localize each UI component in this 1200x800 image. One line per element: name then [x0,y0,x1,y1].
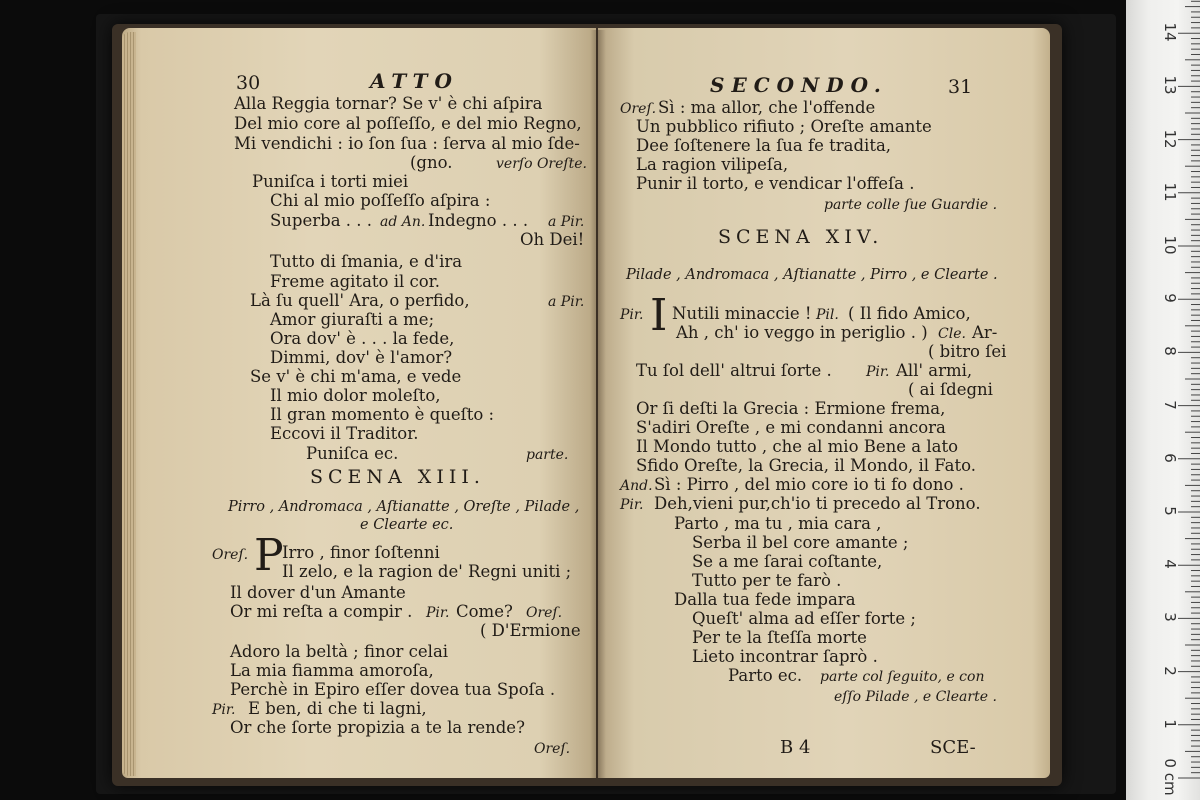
stage-direction: parte. [526,447,569,463]
ruler-label: 5 [1161,506,1179,516]
text-line: Dee ſoſtenere la ſua fe tradita, [636,136,892,155]
character-list: Pirro , Andromaca , Aſtianatte , Oreſte , Pilade , [228,499,580,515]
text-line: ( bitro ſei [928,342,1007,361]
ruler-label: 0 cm [1161,758,1179,796]
text-line: Irro , finor ſoſtenni [282,543,440,562]
speaker-label: Oreſ. [212,547,249,563]
text-line: Dimmi, dov' è l'amor? [270,348,453,367]
text-line: Se a me ſarai coſtante, [692,552,883,571]
page-number-right: 31 [948,76,973,98]
text-line: E ben, di che ti lagni, [248,699,427,718]
text-line: Parto , ma tu , mia cara , [674,514,882,533]
stage-direction: parte colle ſue Guardie . [824,197,998,213]
text-line: Come? [456,602,513,621]
text-line: ( ai ſdegni [908,380,993,399]
text-line: Adoro la beltà ; finor celai [230,642,449,661]
text-line: Indegno . . . [428,211,529,230]
ruler-label: 4 [1161,559,1179,569]
speaker-label: Oreſ. [526,605,563,621]
text-line: Puniſca ec. [306,444,399,463]
text-line: Deh,vieni pur,ch'io ti precedo al Trono. [654,494,981,513]
text-line: Il zelo, e la ragion de' Regni uniti ; [282,562,572,581]
ruler-label: 13 [1161,75,1179,95]
text-line: Puniſca i torti miei [252,172,409,191]
stage-direction: parte col ſeguito, e con [820,669,985,685]
speaker-label: Pir. [866,364,890,380]
page-number-left: 30 [236,72,261,94]
text-line: Amor giuraſti a me; [270,310,435,329]
text-line: Serba il bel core amante ; [692,533,909,552]
ruler-label: 6 [1161,453,1179,463]
book-gutter [590,30,606,778]
drop-cap: I [650,290,668,341]
stage-direction: eſſo Pilade , e Clearte . [834,689,997,705]
ruler-label: 12 [1161,129,1179,149]
text-line: Il Mondo tutto , che al mio Bene a lato [636,437,959,456]
text-line: Perchè in Epiro eſſer dovea tua Spoſa . [230,680,556,699]
character-list: e Clearte ec. [360,517,454,533]
text-line: All' armi, [896,361,973,380]
text-line: Parto ec. [728,666,803,685]
running-head-left: ATTO [370,69,459,93]
ruler-label: 8 [1161,346,1179,357]
text-line: Il mio dolor moleſto, [270,386,441,405]
speaker-label: Pir. [426,605,450,621]
text-line: La ragion vilipeſa, [636,155,789,174]
scene-title: SCENA XIV. [718,226,884,248]
text-line: Nutili minaccie ! [672,304,812,323]
speaker-label: Cle. [938,326,966,342]
text-line: Superba . . . [270,211,373,230]
ruler-label: 9 [1161,293,1179,303]
left-page [122,28,596,778]
text-line: Chi al mio poſſeſſo aſpira : [270,191,491,210]
scene-title: SCENA XIII. [310,466,485,488]
text-line: (gno. [410,153,453,172]
text-line: Sfido Oreſte, la Grecia, il Mondo, il Fato. [636,456,976,475]
page-edges [122,32,136,776]
text-line: Del mio core al poſſeſſo, e del mio Regno, [234,114,582,133]
ruler-label: 1 [1161,719,1179,729]
signature-mark: B 4 [780,737,811,758]
stage-direction: ad An. [380,214,426,230]
text-line: Oh Dei! [520,230,585,249]
ruler-label: 7 [1161,399,1179,410]
text-line: Mi vendichi : io ſon ſua : ſerva al mio ſde- [234,134,580,153]
stage-direction: a Pir. [548,294,585,310]
text-line: Se v' è chi m'ama, e vede [250,367,462,386]
text-line: Tu ſol dell' altrui ſorte . [636,361,832,380]
text-line: La mia fiamma amoroſa, [230,661,434,680]
stage-direction: verſo Oreſte. [496,156,587,172]
ruler-label: 11 [1161,182,1179,202]
text-line: Per te la ſteſſa morte [692,628,867,647]
text-line: Là ſu quell' Ara, o perfido, [250,291,470,310]
text-line: S'adiri Oreſte , e mi condanni ancora [636,418,946,437]
text-line: Un pubblico rifiuto ; Oreſte amante [636,117,932,136]
text-line: Lieto incontrar ſaprò . [692,647,878,666]
ruler-label: 10 [1161,235,1179,255]
text-line: Or che ſorte propizia a te la rende? [230,718,525,737]
stage-direction: a Pir. [548,214,585,230]
text-line: Alla Reggia tornar? Se v' è chi aſpira [234,94,543,113]
text-line: Sì : Pirro , del mio core io ti fo dono . [654,475,964,494]
text-line: Tutto di ſmania, e d'ira [270,252,463,271]
text-line: Sì : ma allor, che l'offende [658,98,876,117]
ruler-label: 3 [1161,612,1179,623]
speaker-label: Pil. [816,307,839,323]
text-line: Tutto per te farò . [692,571,842,590]
text-line: Or mi reſta a compir . [230,602,413,621]
text-line: Punir il torto, e vendicar l'offeſa . [636,174,915,193]
ruler-label: 14 [1161,22,1179,42]
text-line: Or ſi deſti la Grecia : Ermione frema, [636,399,946,418]
speaker-label: Pir. [212,702,236,718]
catchword: Oreſ. [534,741,571,757]
text-line: Ora dov' è . . . la fede, [270,329,455,348]
text-line: ( D'Ermione [480,621,581,640]
right-page [598,28,1050,778]
ruler-label: 2 [1161,665,1179,676]
speaker-label: Pir. [620,497,644,513]
text-line: Il gran momento è queſto : [270,405,495,424]
character-list: Pilade , Andromaca , Aſtianatte , Pirro , e Clearte . [626,267,998,283]
text-line: Il dover d'un Amante [230,583,406,602]
drop-cap: P [254,530,284,581]
running-head-right: SECONDO. [710,73,888,97]
text-line: Eccovi il Traditor. [270,424,419,443]
text-line: Ar- [972,323,998,342]
text-line: Freme agitato il cor. [270,272,441,291]
catchword: SCE- [930,737,976,758]
speaker-label: Pir. [620,307,644,323]
text-line: Ah , ch' io veggo in periglio . ) [676,323,928,342]
speaker-label: And. [620,478,653,494]
text-line: ( Il fido Amico, [848,304,971,323]
speaker-label: Oreſ. [620,101,657,117]
text-line: Queſt' alma ad eſſer forte ; [692,609,916,628]
text-line: Dalla tua fede impara [674,590,856,609]
